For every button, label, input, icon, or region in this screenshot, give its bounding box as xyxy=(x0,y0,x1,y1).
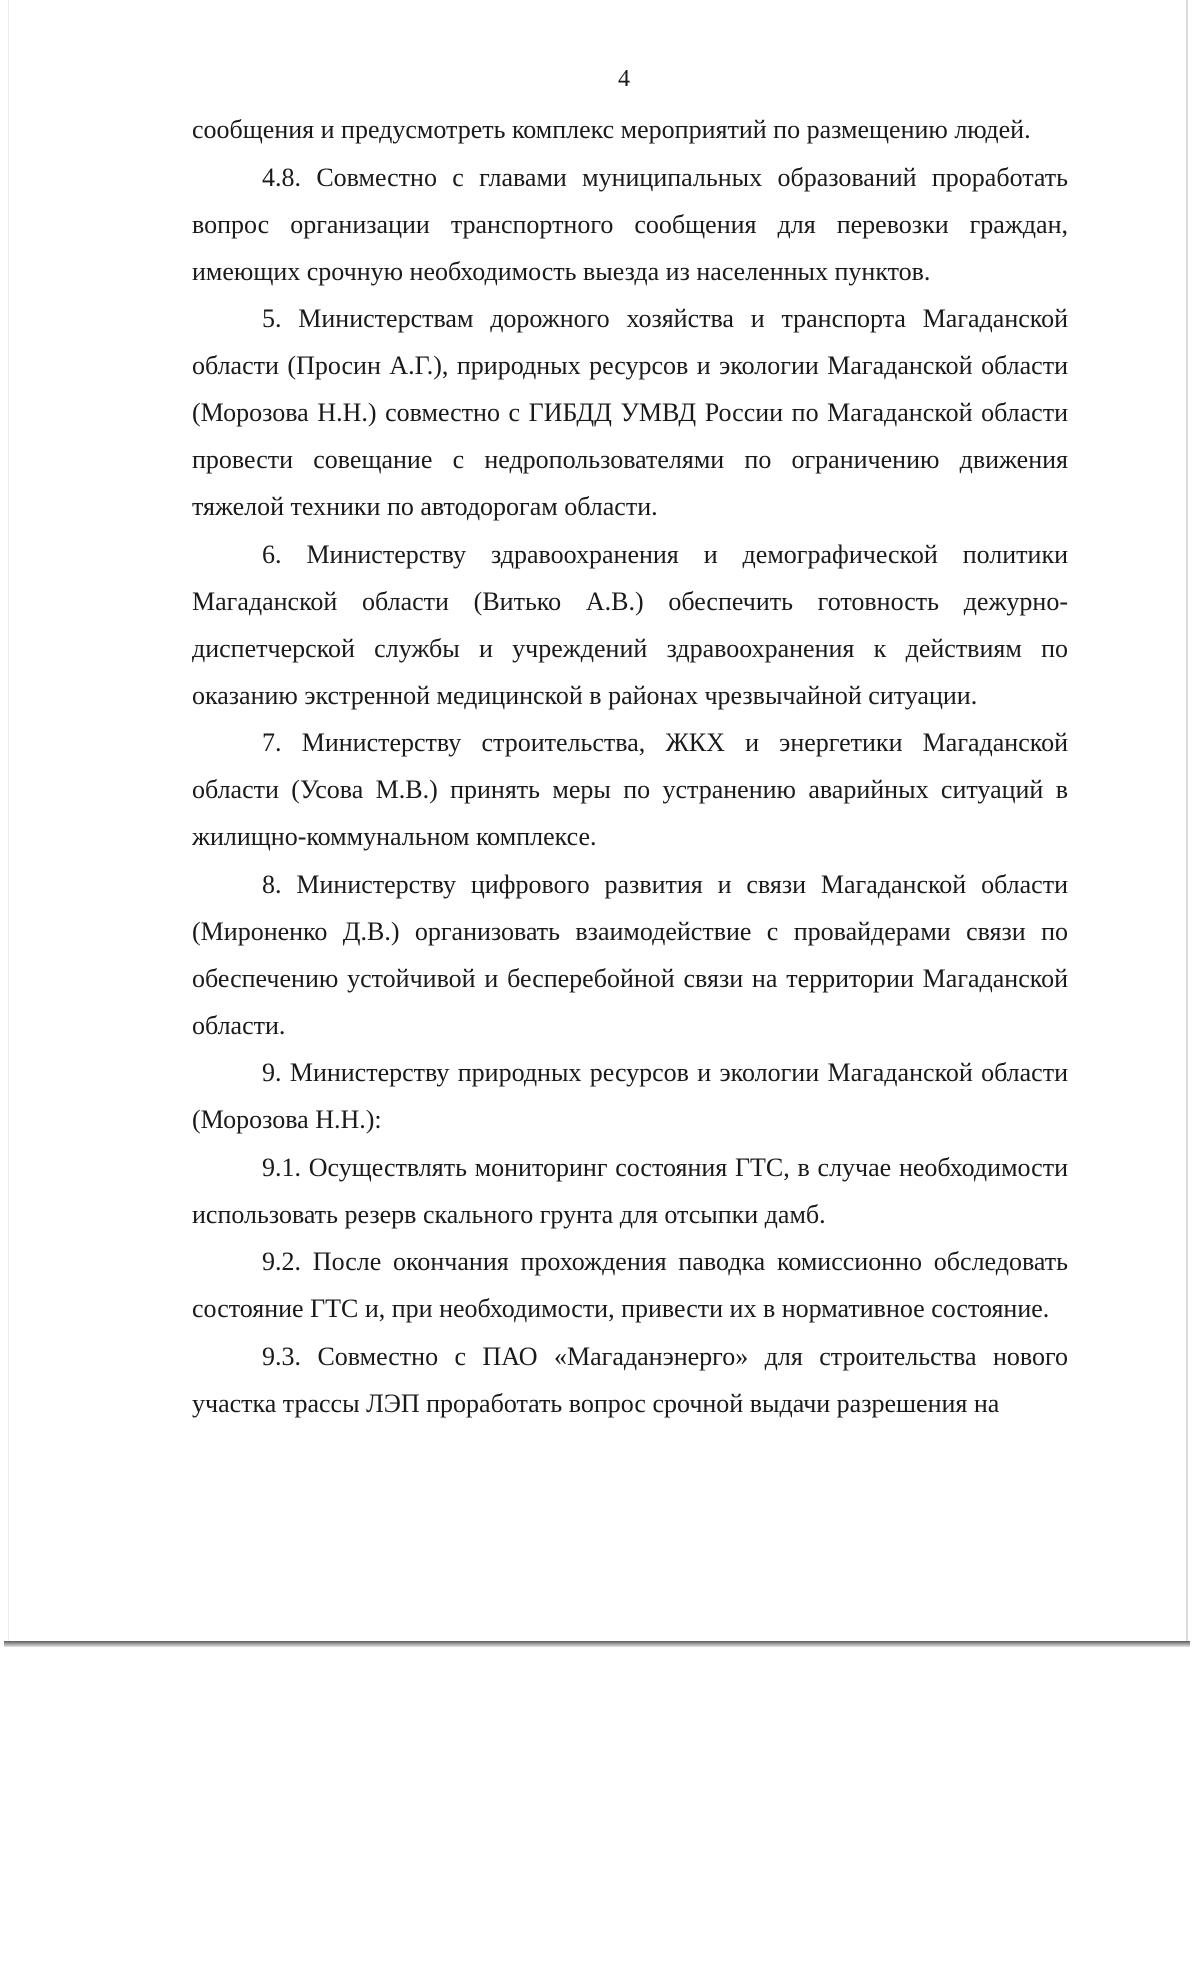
paragraph-9-1: 9.1. Осуществлять мониторинг состояния ГТС, в случае необходимости использовать резерв скального грунта для отсыпки дамб. xyxy=(192,1152,1068,1229)
page-number: 4 xyxy=(618,66,630,92)
document-body xyxy=(192,106,1068,1427)
paragraph-8: 8. Министерству цифрового развития и связи Магаданской области (Мироненко Д.В.) организовать взаимодействие с провайдерами связи по обеспечению устойчивой и бесперебойной связи на территории Магаданской области. xyxy=(192,869,1068,1040)
paragraph-9-2: 9.2. После окончания прохождения паводка комиссионно обследовать состояние ГТС и, при необходимости, привести их в нормативное состояние. xyxy=(192,1247,1068,1323)
paragraph-7: 7. Министерству строительства, ЖКХ и энергетики Магаданской области (Усова М.В.) принять меры по устранению аварийных ситуаций в жилищно-коммунальном комплексе. xyxy=(192,728,1068,851)
paragraph-continuation: сообщения и предусмотреть комплекс мероприятий по размещению людей. xyxy=(192,115,1031,144)
page-bottom-edge xyxy=(4,1641,1190,1647)
paragraph-6: 6. Министерству здравоохранения и демографической политики Магаданской области (Витько А.В.) обеспечить готовность дежурно-диспетчерской службы и учреждений здравоохранения к действиям по оказанию экстренной медицинской в районах чрезвычайной ситуации. xyxy=(192,539,1068,710)
document-page xyxy=(8,0,1188,1643)
paragraph-5: 5. Министерствам дорожного хозяйства и транспорта Магаданской области (Просин А.Г.), природных ресурсов и экологии Магаданской области (Морозова Н.Н.) совместно с ГИБДД УМВД России по Магаданской области провести совещание с недропользователями по ограничению движения тяжелой техники по автодорогам области. xyxy=(192,304,1068,521)
paragraph-9: 9. Министерству природных ресурсов и экологии Магаданской области (Морозова Н.Н.): xyxy=(192,1058,1068,1134)
paragraph-9-3: 9.3. Совместно с ПАО «Магаданэнерго» для строительства нового участка трассы ЛЭП проработать вопрос срочной выдачи разрешения на xyxy=(192,1341,1068,1418)
paragraph-4-8: 4.8. Совместно с главами муниципальных образований проработать вопрос организации транспортного сообщения для перевозки граждан, имеющих срочную необходимость выезда из населенных пунктов. xyxy=(192,162,1068,286)
